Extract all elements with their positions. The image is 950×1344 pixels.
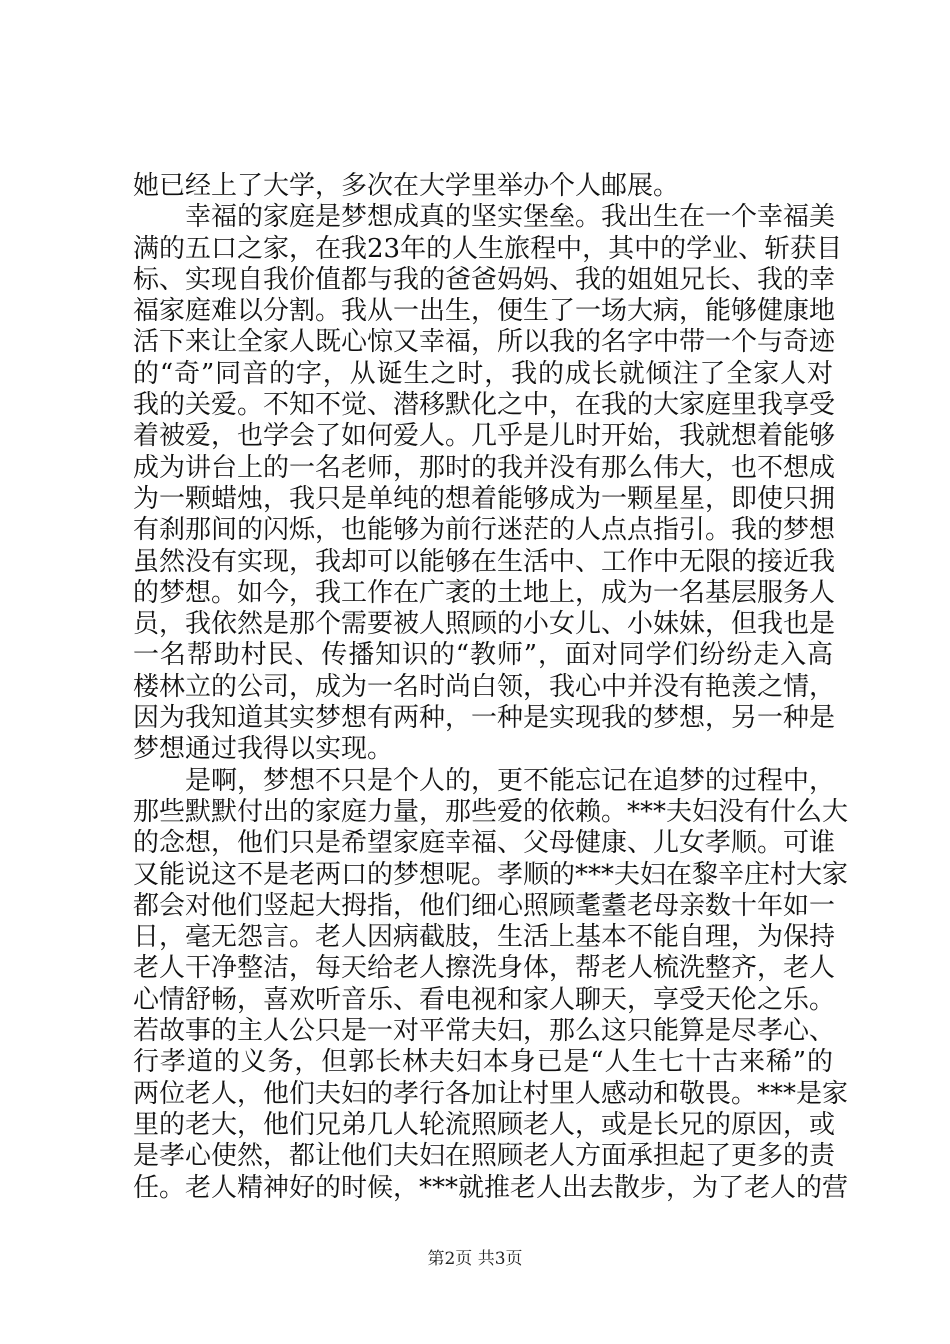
text-line: 梦想通过我得以实现。	[133, 734, 394, 765]
text-line: 因为我知道其实梦想有两种，一种是实现我的梦想，另一种是	[133, 703, 836, 734]
text-line: 的念想，他们只是希望家庭幸福、父母健康、儿女孝顺。可谁	[133, 828, 836, 859]
text-line: 标、实现自我价值都与我的爸爸妈妈、我的姐姐兄长、我的幸	[133, 264, 836, 295]
text-line: 楼林立的公司，成为一名时尚白领，我心中并没有艳羡之情，	[133, 671, 836, 702]
text-line: 是孝心使然，都让他们夫妇在照顾老人方面承担起了更多的责	[133, 1141, 836, 1172]
text-line: 她已经上了大学，多次在大学里举办个人邮展。	[133, 171, 680, 201]
text-line: 老人干净整洁，每天给老人擦洗身体，帮老人梳洗整齐，老人	[133, 953, 836, 984]
text-line: 福家庭难以分割。我从一出生，便生了一场大病，能够健康地	[133, 296, 836, 327]
text-line: 若故事的主人公只是一对平常夫妇，那么这只能算是尽孝心、	[133, 1016, 836, 1047]
text-line: 是啊，梦想不只是个人的，更不能忘记在追梦的过程中，	[185, 765, 836, 796]
text-line: 心情舒畅，喜欢听音乐、看电视和家人聊天，享受天伦之乐。	[133, 984, 836, 1015]
text-line: 为一颗蜡烛，我只是单纯的想着能够成为一颗星星，即使只拥	[133, 483, 836, 514]
text-line: 的梦想。如今，我工作在广袤的土地上，成为一名基层服务人	[133, 577, 836, 608]
text-line: 都会对他们竖起大拇指，他们细心照顾耄耋老母亲数十年如一	[133, 890, 836, 921]
text-line: 一名帮助村民、传播知识的“教师”，面对同学们纷纷走入高	[133, 640, 833, 671]
text-line: 日，毫无怨言。老人因病截肢，生活上基本不能自理，为保持	[133, 922, 836, 953]
text-line: 的“奇”同音的字，从诞生之时，我的成长就倾注了全家人对	[133, 358, 833, 389]
text-line: 虽然没有实现，我却可以能够在生活中、工作中无限的接近我	[133, 546, 836, 577]
text-line: 满的五口之家，在我23年的人生旅程中，其中的学业、斩获目	[133, 233, 843, 264]
text-line: 员，我依然是那个需要被人照顾的小女儿、小妹妹，但我也是	[133, 609, 836, 640]
text-line: 两位老人，他们夫妇的孝行各加让村里人感动和敬畏。***是家	[133, 1078, 849, 1109]
text-line: 成为讲台上的一名老师，那时的我并没有那么伟大，也不想成	[133, 452, 836, 483]
text-line: 行孝道的义务，但郭长林夫妇本身已是“人生七十古来稀”的	[133, 1047, 833, 1078]
text-line: 又能说这不是老两口的梦想呢。孝顺的***夫妇在黎辛庄村大家	[133, 859, 849, 890]
text-line: 有刹那间的闪烁，也能够为前行迷茫的人点点指引。我的梦想	[133, 515, 836, 546]
body-text	[133, 171, 849, 1204]
text-line: 着被爱，也学会了如何爱人。几乎是儿时开始，我就想着能够	[133, 421, 836, 452]
text-line: 里的老大，他们兄弟几人轮流照顾老人，或是长兄的原因，或	[133, 1109, 836, 1140]
page-footer: 第2页 共3页	[427, 1249, 523, 1269]
text-line: 那些默默付出的家庭力量，那些爱的依赖。***夫妇没有什么大	[133, 796, 849, 827]
text-line: 幸福的家庭是梦想成真的坚实堡垒。我出生在一个幸福美	[185, 202, 836, 233]
text-line: 活下来让全家人既心惊又幸福，所以我的名字中带一个与奇迹	[133, 327, 836, 358]
text-line: 任。老人精神好的时候，***就推老人出去散步，为了老人的营	[133, 1172, 849, 1203]
text-line: 我的关爱。不知不觉、潜移默化之中，在我的大家庭里我享受	[133, 390, 836, 421]
